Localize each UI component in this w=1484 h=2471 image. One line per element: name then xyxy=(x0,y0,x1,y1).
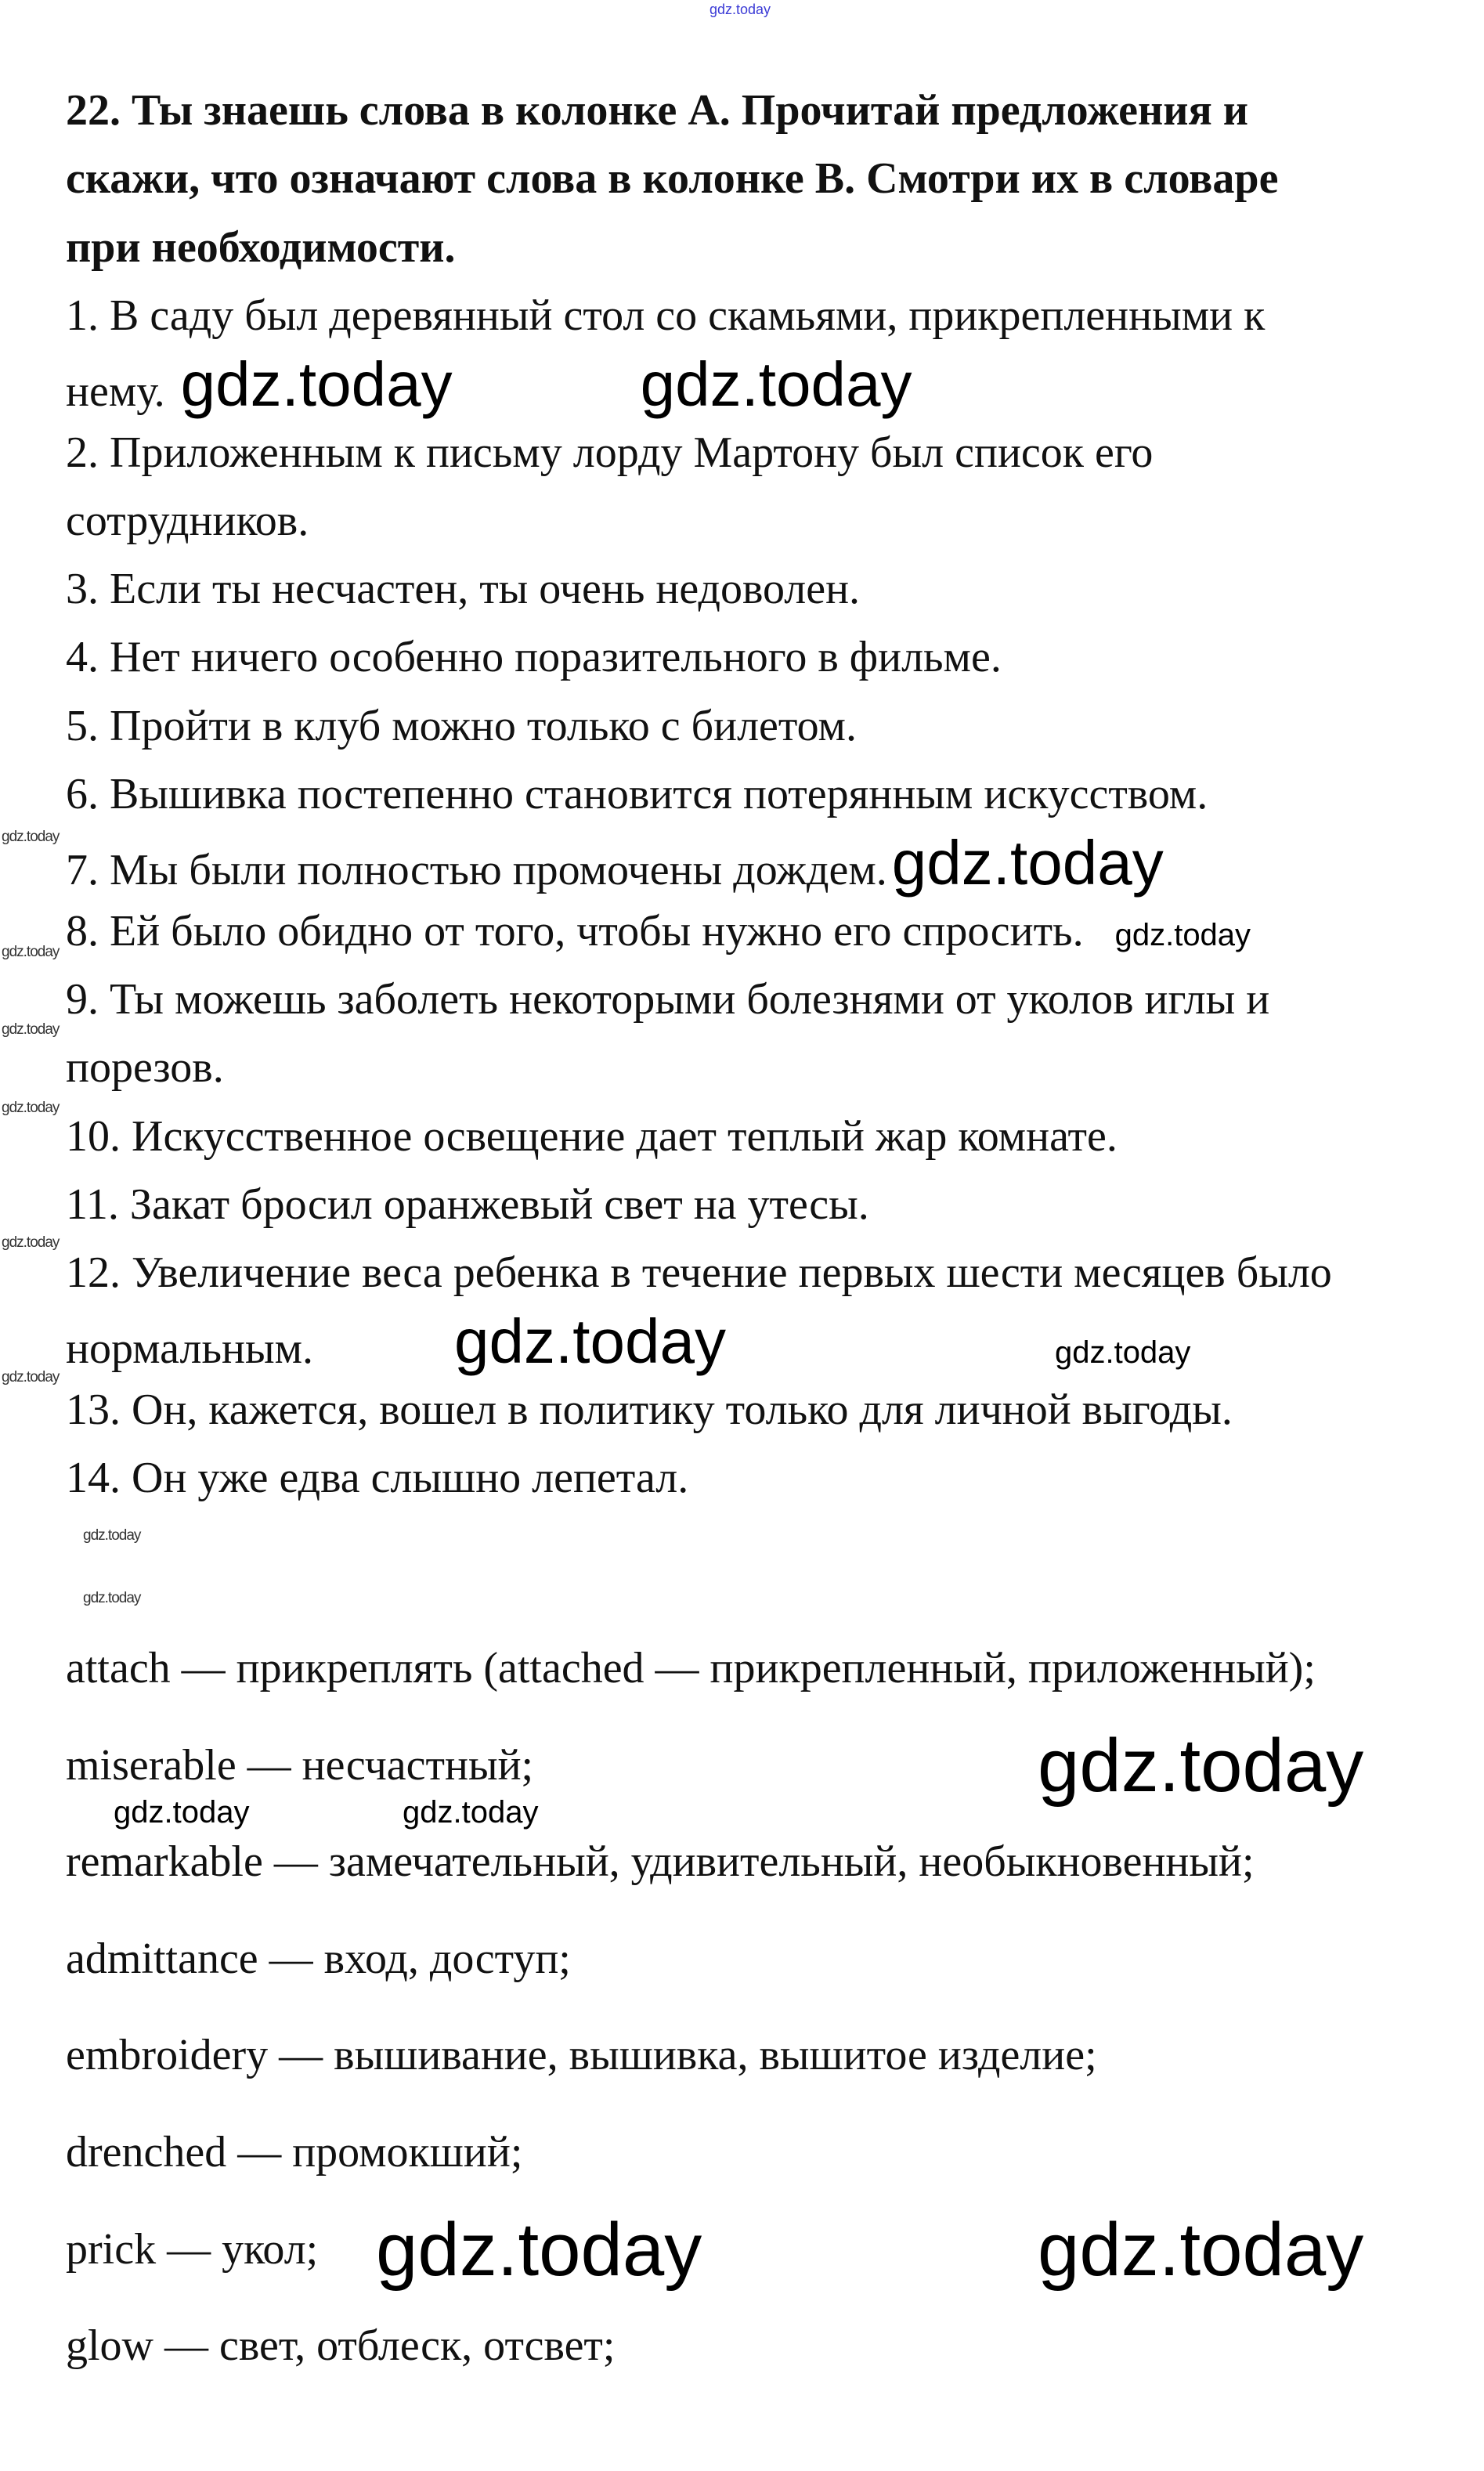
watermark: gdz.today xyxy=(2,1021,60,1038)
exercise-title xyxy=(66,77,1278,282)
title-line: скажи, что означают слова в колонке В. Смотри их в словаре xyxy=(66,154,1279,204)
definition-item: remarkable — замечательный, удивительный, необыкновенный; xyxy=(66,1837,1255,1887)
sentence-line: 3. Если ты несчастен, ты очень недоволен. xyxy=(66,565,861,614)
sentence-line: 10. Искусственное освещение дает теплый жар комнате. xyxy=(66,1111,1118,1161)
sentence-line: 1. В саду был деревянный стол со скамьями, прикрепленными к xyxy=(66,291,1266,340)
watermark: gdz.today xyxy=(891,828,1164,898)
definition-item: admittance — вход, доступ; xyxy=(66,1934,571,1983)
sentence-text: нормальным. xyxy=(66,1324,314,1374)
watermark: gdz.today xyxy=(2,829,60,845)
sentence-line: 4. Нет ничего особенно поразительного в фильме. xyxy=(66,633,1002,682)
watermark: gdz.today xyxy=(114,1795,250,1830)
watermark: gdz.today xyxy=(1054,1335,1191,1371)
definition-item: drenched — промокший; xyxy=(66,2127,523,2177)
watermark: gdz.today xyxy=(1038,1724,1364,1808)
sentence-line: 13. Он, кажется, вошел в политику только для личной выгоды. xyxy=(66,1385,1233,1434)
sentence-line: 14. Он уже едва слышно лепетал. xyxy=(66,1454,689,1503)
title-line: при необходимости. xyxy=(66,222,456,272)
watermark: gdz.today xyxy=(640,349,912,420)
watermark: gdz.today xyxy=(1038,2208,1364,2292)
definition-item: miserable — несчастный; xyxy=(66,1740,534,1790)
sentence-line: 11. Закат бросил оранжевый свет на утесы. xyxy=(66,1180,869,1229)
definition-item: attach — прикреплять (attached — прикрепленный, приложенный); xyxy=(66,1644,1316,1692)
watermark: gdz.today xyxy=(1114,917,1251,952)
definition-item: prick — укол; xyxy=(66,2224,319,2274)
watermark: gdz.today xyxy=(83,1527,141,1544)
definition-item: glow — свет, отблеск, отсвет; xyxy=(66,2321,616,2371)
title-line: 22. Ты знаешь слова в колонке А. Прочитай предложения и xyxy=(66,86,1249,135)
sentence-line: 6. Вышивка постепенно становится потерянным искусством. xyxy=(66,770,1208,819)
sentence-line xyxy=(66,829,1332,897)
sentence-line xyxy=(66,350,1332,418)
definition-item: embroidery — вышивание, вышивка, вышитое изделие; xyxy=(66,2031,1097,2080)
watermark: gdz.today xyxy=(454,1306,726,1377)
watermark: gdz.today xyxy=(2,944,60,960)
sentence-line xyxy=(66,1307,1332,1375)
sentence-list xyxy=(66,282,1332,1512)
watermark: gdz.today xyxy=(180,349,453,420)
sentence-text: 8. Ей было обидно от того, чтобы нужно его спросить. xyxy=(66,906,1084,956)
sentence-line: 9. Ты можешь заболеть некоторыми болезнями от уколов иглы и xyxy=(66,974,1270,1024)
watermark: gdz.today xyxy=(403,1795,539,1830)
sentence-line: 2. Приложенным к письму лорду Мартону был список его xyxy=(66,428,1154,477)
watermark: gdz.today xyxy=(2,1234,60,1251)
watermark: gdz.today xyxy=(83,1590,141,1606)
watermark: gdz.today xyxy=(2,1100,60,1116)
watermark: gdz.today xyxy=(376,2208,702,2292)
sentence-text: нему. xyxy=(66,367,165,417)
sentence-text: 7. Мы были полностью промочены дождем. xyxy=(66,846,887,895)
watermark: gdz.today xyxy=(2,1369,60,1385)
sentence-line: 5. Пройти в клуб можно только с билетом. xyxy=(66,701,857,750)
sentence-line xyxy=(66,898,1332,966)
sentence-line: 12. Увеличение веса ребенка в течение первых шести месяцев было xyxy=(66,1248,1332,1298)
sentence-line: сотрудников. xyxy=(66,496,309,545)
sentence-line: порезов. xyxy=(66,1043,224,1093)
watermark: gdz.today xyxy=(710,2,771,17)
